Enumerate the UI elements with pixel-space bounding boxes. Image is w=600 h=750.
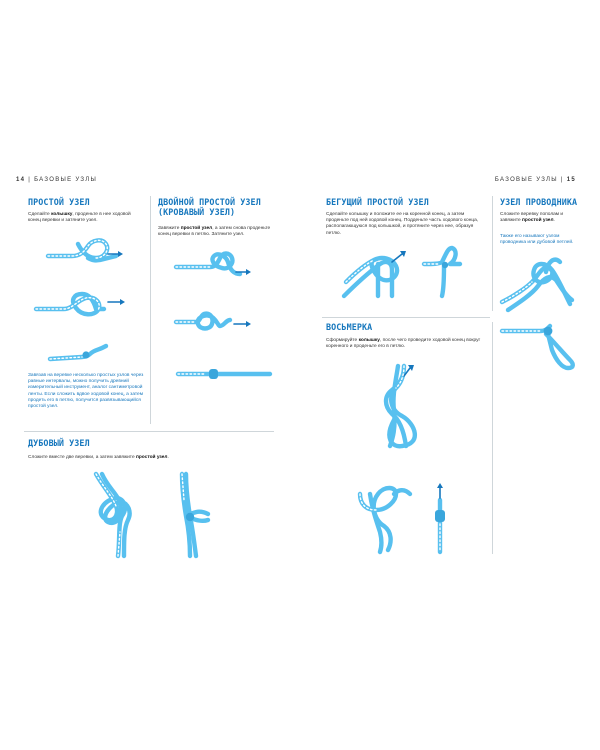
running-knot-text: Сделайте колышку и положите ее на коренной конец, а затем проденьте под ней ходовой конец. Подденьте часть ходового конца, располагающуюся под колышкой, и протяните через нее, образуя петлю.	[326, 212, 479, 236]
double-overhand-text: Завяжите простой узел, а затем снова проденьте конец веревки в петлю. Затяните узел.	[158, 226, 271, 238]
right-page-number: 15	[566, 177, 576, 183]
figure-eight-text: Сформируйте колышку, после чего проведите ходовой конец вокруг коренного и проденьте его в петлю.	[326, 338, 481, 350]
oak-knot-text: Сложите вместе две веревки, а затем завяжите простой узел.	[28, 455, 169, 460]
overhand-knot-text: Сделайте колышку, проденьте в нее ходовой конец веревки и затяните узел.	[28, 212, 131, 224]
guide-knot-title: УЗЕЛ ПРОВОДНИКА	[500, 197, 578, 207]
running-knot-title: БЕГУЩИЙ ПРОСТОЙ УЗЕЛ	[326, 197, 429, 207]
overhand-knot-title: ПРОСТОЙ УЗЕЛ	[28, 197, 90, 207]
oak-knot-title: ДУБОВЫЙ УЗЕЛ	[28, 438, 90, 448]
double-overhand-title-line1: ДВОЙНОЙ ПРОСТОЙ УЗЕЛ	[158, 197, 261, 207]
left-section-title: БАЗОВЫЕ УЗЛЫ	[34, 177, 98, 183]
term-overhand: простой узел	[180, 226, 213, 231]
guide-knot-note: Также его называют узлом проводника или дубовой петлей.	[500, 234, 574, 246]
guide-knot-text: Сложите веревку пополам и завяжите простой узел.	[500, 212, 564, 224]
left-page-number: 14	[16, 177, 26, 183]
header-separator: |	[28, 177, 32, 183]
double-overhand-title-line2: (КРОВАВЫЙ УЗЕЛ)	[158, 207, 236, 217]
figure-eight-title: ВОСЬМЕРКА	[326, 322, 373, 332]
term-loop: колышку	[51, 212, 73, 217]
header-separator: |	[560, 177, 564, 183]
overhand-knot-note: Завязав на веревке несколько простых узлов через равные интервалы, можно получить древний измерительный инструмент, аналог сантиметровой ленты. Если сложить вдвое ходовой конец, а затем продеть его в петлю, получится развязывающийся простой узел.	[28, 373, 144, 410]
right-section-title: БАЗОВЫЕ УЗЛЫ	[494, 177, 558, 183]
term-loop: колышку	[358, 338, 380, 343]
term-overhand: простой узел	[522, 218, 554, 224]
term-overhand: простой узел	[135, 455, 168, 460]
